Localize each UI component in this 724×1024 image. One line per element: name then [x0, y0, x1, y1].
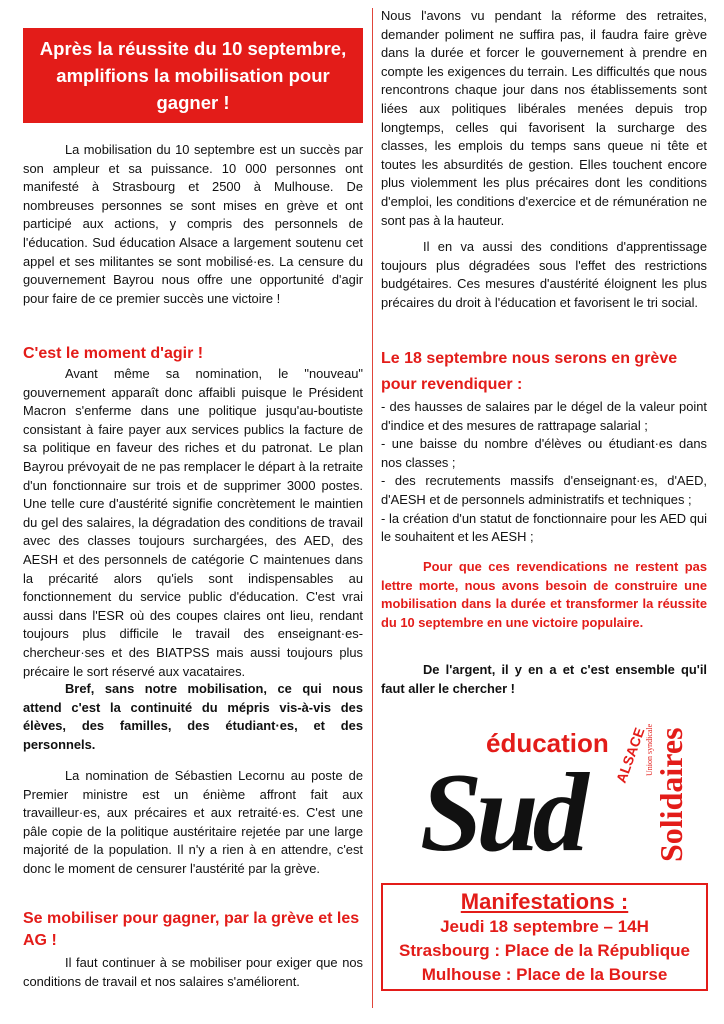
headline-title: Après la réussite du 10 septembre, amplifions la mobilisation pour gagner ! [39, 38, 347, 113]
logo-alsace-word: ALSACE [612, 725, 648, 786]
section-heading-moment: C'est le moment d'agir ! [23, 345, 204, 362]
section-heading-mobiliser: Se mobiliser pour gagner, par la grève et les AG ! [23, 910, 360, 949]
logo-union-word: Union syndicale [645, 723, 654, 776]
left-paragraph-2: Avant même sa nomination, le "nouveau" gouvernement apparaît donc affaibli puisque le Président Macron s'enferme dans une politique jusqu'au-boutiste consistant à faire payer aux services publics la facture de sa politique en faveur des riches et du patronat. Le plan Bayrou prévoyait de ne pas remplacer le départ à la retraite d'un fonctionnaire sur trois et de supprimer 3000 postes. Une telle cure d'austérité signifie concrètement le maintien du gel des salaires, la dégradation des conditions de travail avec des classes toujours surchargées, des AED, des AESH et des personnels de catégorie C maintenues dans la précarité alors qu'iels sont indispensables au fonctionnement du service public d'éducation. C'est vrai aussi dans l'ESR où des coupes claires ont lieu, rendant toujours plus difficile le travail des enseignant·es-chercheur·ses et des BIATPSS mais aussi toujours plus précaire le sort réservé aux vacataires. [23, 366, 363, 679]
sud-education-logo [420, 700, 705, 865]
manif-date: Jeudi 18 septembre – 14H [440, 917, 649, 936]
demand-item: - une baisse du nombre d'élèves ou étudiant·es dans nos classes ; [381, 436, 707, 470]
manif-place-mulhouse: Mulhouse : Place de la Bourse [421, 965, 668, 984]
logo-solidaires-word: Solidaires [653, 727, 689, 862]
demands-list [381, 398, 707, 547]
left-paragraph-4: La nomination de Sébastien Lecornu au poste de Premier ministre est un énième affront fait aux travailleur·es, aux précaires et aux retraité·es. C'est une pâle copie de la politique austéritaire rejetée par une large majorité de la population. Il n'y a rien à en attendre, c'est donc le moment de censurer l'austérité par la grève. [23, 768, 363, 876]
logo-sud-word: Sud [420, 751, 583, 865]
demand-item: - des hausses de salaires par le dégel de la valeur point d'indice et des mesures de rattrapage salarial ; [381, 399, 707, 433]
manif-place-strasbourg: Strasbourg : Place de la République [399, 941, 690, 960]
demand-item: - la création d'un statut de fonctionnaire pour les AED qui le souhaitent et les AESH ; [381, 510, 707, 545]
demand-item: - des recrutements massifs d'enseignant·es, d'AED, d'AESH et de personnels administratifs et techniques ; [381, 473, 707, 507]
sud-logo-icon [420, 700, 705, 865]
section-heading-greve: Le 18 septembre nous serons en grève pour revendiquer : [381, 350, 678, 393]
headline-banner [23, 28, 363, 123]
left-paragraph-3: Bref, sans notre mobilisation, ce qui nous attend c'est la continuité du mépris vis-à-vis des élèves, des familles, des étudiant·es, et des personnels. [23, 681, 363, 752]
column-divider [372, 8, 373, 1008]
right-paragraph-3: Pour que ces revendications ne restent pas lettre morte, nous avons besoin de construire une mobilisation dans la durée et transformer la réussite du 10 septembre en une victoire populaire. [381, 559, 707, 630]
right-paragraph-4: De l'argent, il y en a et c'est ensemble qu'il faut aller le chercher ! [381, 662, 707, 696]
manif-title: Manifestations : [460, 889, 629, 914]
left-paragraph-5: Il faut continuer à se mobiliser pour exiger que nos conditions de travail et nos salaires s'améliorent. [23, 955, 363, 989]
right-paragraph-2: Il en va aussi des conditions d'apprentissage toujours plus dégradées sous l'effet des restrictions budgétaires. Ces mesures d'austérité éloignent les plus précaires du droit à l'éducation et favorisent le tri social. [381, 239, 707, 310]
manifestations-box [381, 883, 708, 991]
left-paragraph-1: La mobilisation du 10 septembre est un succès par son ampleur et sa puissance. 10 000 personnes ont manifesté à Strasbourg et 2500 à Mulhouse. De nombreuses personnes se sont mises en grève et ont participé aux actions, y compris des personnels de l'éducation. Sud éducation Alsace a largement soutenu cet appel et ses militantes se sont mobilisé·es. La censure du gouvernement Bayrou nous offre une opportunité d'agir pour faire de ce premier succès une victoire ! [23, 142, 363, 306]
right-paragraph-1: Nous l'avons vu pendant la réforme des retraites, demander poliment ne suffira pas, il faudra faire grève dans la durée et forcer le gouvernement à prendre en compte les exigences du terrain. Les difficultés que nous rencontrons chaque jour dans nos établissements sont liées aux politiques libérales menées depuis trop longtemps, celles qui favorisent la surcharge des classes, les emplois du temps sans queue ni tête et toutes les absurdités de gestion. Elles touchent encore plus violemment les plus précaires dont les conditions d'emploi, les conditions d'exercice et de rémunération ne sont pas à la hauteur. [381, 8, 707, 228]
logo-education-word: éducation [486, 728, 609, 758]
